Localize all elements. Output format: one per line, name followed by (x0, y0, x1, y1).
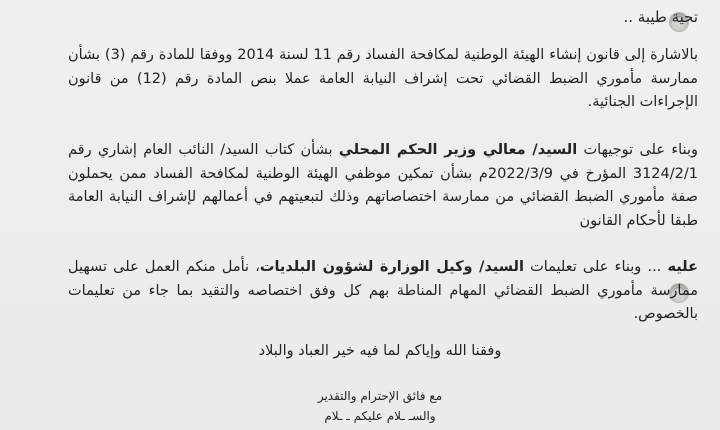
paragraph-reference: بالاشارة إلى قانون إنشاء الهيئة الوطنية لمكافحة الفساد رقم 11 لسنة 2014 ووفقا للمادة رقم (3) بشأن ممارسة مأموري الضبط القضائي تحت إشراف النيابة العامة عملا بنص المادة رقم (12) من قانون الإجراءات الجنائية. (68, 47, 698, 110)
paragraph-request-body: ، نأمل منكم العمل على تسهيل ممارسة مأموري الضبط القضائي المهام المناطة بهم كل وفق اختصاصه والتقيد بما جاء من تعليمات بالخصوص. (68, 259, 698, 322)
regards-respect: مع فائق الإحترام والتقدير (317, 389, 443, 403)
undersecretary-title: السيد/ وكيل الوزارة لشؤون البلديات (259, 259, 524, 275)
paragraph-instructions (68, 139, 698, 233)
paragraph-instructions-body: بشأن كتاب السيد/ النائب العام إشاري رقم 3124/2/1 المؤرخ في 2022/3/9م بشأن تمكين موظفي الهيئة الوطنية لمكافحة الفساد ممن يحملون صفة مأموري الضبط القضائي من ممارسة اختصاصاتهم وذلك لتبعيتهم في أعمالهم لإشراف النيابة العامة طبقا لأحكام القانون (68, 142, 698, 229)
paragraph-instructions-lead: وبناء على توجيهات (577, 142, 698, 158)
therefore-word: عليه (667, 259, 698, 275)
regards-block (0, 386, 720, 426)
greeting: تحية طيبة .. (623, 8, 698, 26)
minister-title: السيد/ معالي وزير الحكم المحلي (338, 142, 578, 158)
closing-line: وفقنا الله وإياكم لما فيه خير العباد والبلاد (258, 343, 502, 359)
paragraph-request-mid: ... وبناء على تعليمات (523, 259, 668, 275)
regards-peace: والسـ ـلام عليكم ـ ـلام (324, 409, 436, 423)
paragraph-request (68, 256, 698, 327)
